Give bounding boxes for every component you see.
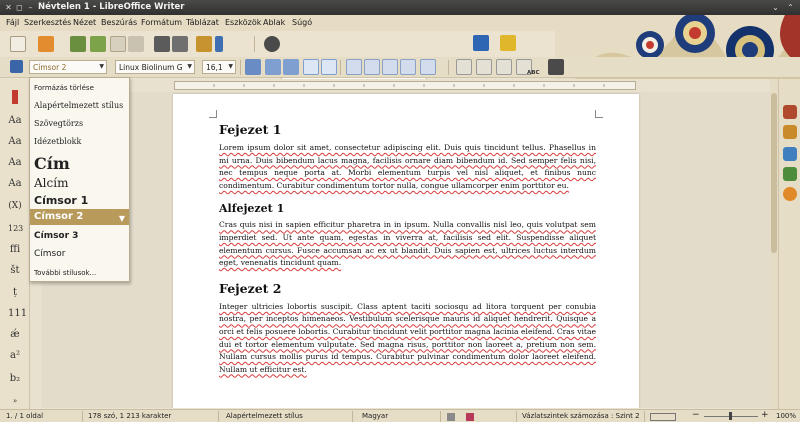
heading-2: Fejezet 2 (219, 280, 282, 296)
swash-icon[interactable]: ț (12, 287, 18, 298)
align-right-icon[interactable] (382, 59, 398, 75)
maximize-icon[interactable]: ⌃ (787, 3, 794, 12)
maximize-window-icon[interactable]: ◻ (16, 3, 23, 12)
font-name-value: Linux Biolinum G (119, 63, 183, 72)
chevron-down-icon: ▼ (187, 63, 192, 70)
gallery-deck-icon[interactable] (783, 147, 797, 161)
margin-corner (209, 110, 217, 118)
zoom-level[interactable]: 100% (776, 412, 797, 420)
right-sidebar (778, 79, 800, 409)
find-icon[interactable] (264, 36, 280, 52)
more-styles[interactable]: További stílusok... (34, 269, 97, 277)
chevron-down-icon: ▼ (99, 63, 104, 70)
tabular-numbers-icon[interactable]: 111 (8, 308, 28, 319)
character-map-icon[interactable] (548, 59, 564, 75)
page-count[interactable]: 1. / 1 oldal (6, 412, 44, 420)
status-bar (0, 409, 800, 422)
menu-help[interactable]: Súgó (292, 18, 313, 27)
oldstyle-numbers-icon[interactable]: 123 (8, 224, 24, 233)
align-left-icon[interactable] (346, 59, 362, 75)
bullets-icon[interactable] (456, 59, 472, 75)
indent-increase-icon[interactable] (496, 59, 512, 75)
menu-format[interactable]: Formátum (141, 18, 183, 27)
print-preview-icon[interactable] (172, 36, 188, 52)
zoom-slider-handle[interactable] (729, 412, 732, 420)
style-item-heading[interactable]: Címsor (34, 249, 66, 259)
functions-deck-icon[interactable] (783, 187, 797, 201)
print-icon[interactable] (154, 36, 170, 52)
small-caps-icon[interactable]: Aa (8, 115, 22, 126)
navigator-icon[interactable] (473, 35, 489, 51)
properties-icon[interactable] (783, 105, 797, 119)
menu-view[interactable]: Nézet (73, 18, 97, 27)
variable-icon[interactable]: (X) (8, 201, 22, 211)
spellcheck-label[interactable]: ABC (527, 70, 540, 76)
font-size-combo[interactable] (202, 60, 236, 74)
page[interactable] (173, 94, 639, 408)
titlecase-icon[interactable]: Aa (8, 157, 22, 168)
margin-corner (595, 110, 603, 118)
paragraph-style-dropdown (29, 77, 130, 282)
subscript-icon[interactable] (321, 59, 337, 75)
left-sidebar-toolbar (0, 79, 30, 409)
word-count[interactable]: 178 szó, 1 213 karakter (88, 412, 172, 420)
styles-icon[interactable] (10, 60, 23, 73)
heading-1: Fejezet 1 (219, 122, 282, 137)
inferior-icon[interactable]: b₂ (9, 373, 21, 384)
font-name-combo[interactable] (115, 60, 195, 74)
historic-ligature-icon[interactable]: št (10, 265, 20, 276)
save-as-icon[interactable] (90, 36, 106, 52)
new-document-icon[interactable] (10, 36, 26, 52)
minimize-icon[interactable]: ⌄ (772, 3, 779, 12)
email-icon[interactable] (128, 36, 144, 52)
style-item-clear[interactable]: Formázás törlése (34, 84, 94, 92)
paragraph-style-value: Címsor 2 (33, 63, 67, 72)
style-item-default[interactable]: Alapértelmezett stílus (34, 101, 124, 110)
scrollbar-thumb[interactable] (771, 93, 777, 253)
menu-table[interactable]: Táblázat (186, 18, 219, 27)
align-justify-icon[interactable] (400, 59, 416, 75)
vertical-scrollbar[interactable] (770, 79, 778, 409)
small-caps-alt-icon[interactable]: Aa (8, 178, 22, 189)
close-window-icon[interactable]: ✕ (5, 3, 12, 12)
view-layout-icon[interactable] (650, 413, 676, 421)
save-icon[interactable] (70, 36, 86, 52)
title-bar (0, 0, 800, 15)
paragraph-2: Cras quis nisi in sapien efficitur pharetra in in ipsum. Nulla convallis nisl leo, quis volutpat sem imperdiet sed. Ut ante quam, egestas in viverra at, facilisis sed elit. Suspendisse aliquet elementum cursus. Fusce accumsan ac ex ut blandit. Duis sapien est, ultrices luctus interdum eget, venenatis tincidunt quam. (219, 220, 596, 268)
styles-deck-icon[interactable] (783, 125, 797, 139)
language[interactable]: Magyar (362, 412, 389, 420)
style-item-body[interactable]: Szövegtörzs (34, 119, 84, 128)
line-spacing-icon[interactable] (420, 59, 436, 75)
navigator-deck-icon[interactable] (783, 167, 797, 181)
underline-icon[interactable] (283, 59, 299, 75)
superior-icon[interactable]: a² (10, 350, 20, 361)
insert-mode-icon[interactable] (447, 413, 455, 421)
formatting-toolbar (0, 57, 800, 78)
italic-icon[interactable] (265, 59, 281, 75)
export-pdf-icon[interactable] (110, 36, 126, 52)
gallery-icon[interactable] (500, 35, 516, 51)
menu-window[interactable]: Ablak (263, 18, 286, 27)
digital-signature-icon[interactable] (466, 413, 474, 421)
style-item-quote[interactable]: Idézetblokk (34, 137, 82, 146)
uppercase-icon[interactable]: Aa (8, 136, 22, 147)
zoom-out-icon[interactable]: − (692, 410, 700, 420)
paragraph-style-combo[interactable] (29, 60, 107, 74)
style-item-heading2[interactable] (30, 209, 129, 225)
chevron-down-icon: ▼ (228, 63, 233, 70)
bold-icon[interactable] (245, 59, 261, 75)
style-item-subtitle[interactable]: Alcím (34, 176, 69, 190)
paragraph-1: Lorem ipsum dolor sit amet, consectetur adipiscing elit. Duis quis tincidunt tellus. Phasellus in mi urna. Duis bibendum lacus magna, facilisis ornare diam bibendum id. Sed semper felis nisi, nec tempus neque porta at. Morbi elementum turpis vel nisl aliquet, et finibus nunc condimentum. Curabitur condimentum tortor nulla, congue ullamcorper enim porttitor eu. (219, 143, 596, 190)
open-folder-icon[interactable] (38, 36, 54, 52)
chevron-down-icon[interactable]: ▼ (118, 214, 125, 223)
menu-file[interactable]: Fájl (6, 18, 20, 27)
align-center-icon[interactable] (364, 59, 380, 75)
ligature-icon[interactable]: ffi (9, 244, 21, 255)
paragraph-3: Integer ultricies lobortis suscipit. Class aptent taciti sociosqu ad litora torquent per conubia nostra, per inceptos himenaeos. Vestibulum scelerisque mauris id aliquet hendrerit. Quisque a orci et felis posuere lobortis. Curabitur tincidunt velit porttitor magna lacinia eleifend. Cras vitae dui et tortor elementum vulputate. Sed magna risus, porttitor non laoreet a, pretium non sem. Nullam cursus mollis purus id tempus. Curabitur pulvinar condimentum dolor laoreet eleifend. Nullam ut efficitur est. (219, 301, 596, 374)
alternate-icon[interactable]: ǽ (10, 329, 20, 340)
style-item-heading3[interactable]: Címsor 3 (34, 231, 79, 241)
formatting-marks-icon[interactable] (215, 36, 223, 52)
menu-tools[interactable]: Eszközök (225, 18, 262, 27)
minimize-window-icon[interactable]: – (28, 3, 33, 12)
superscript-icon[interactable] (303, 59, 319, 75)
font-size-value: 16,1 (206, 63, 223, 72)
outline-level[interactable]: Vázlatszintek számozása : Szint 2 (522, 412, 640, 420)
menu-edit[interactable]: Szerkesztés (24, 18, 72, 27)
page-style[interactable]: Alapértelmezett stílus (226, 412, 303, 420)
menu-insert[interactable]: Beszúrás (101, 18, 138, 27)
numbering-icon[interactable] (476, 59, 492, 75)
zoom-in-icon[interactable]: + (761, 410, 769, 420)
document-body[interactable] (219, 122, 596, 376)
document-area (42, 92, 770, 408)
more-icon[interactable]: » (12, 397, 18, 405)
window-title: Névtelen 1 - LibreOffice Writer (38, 2, 185, 12)
style-inspector-icon[interactable] (12, 90, 18, 104)
style-item-title[interactable]: Cím (34, 154, 70, 173)
style-item-heading1[interactable]: Címsor 1 (34, 194, 89, 207)
style-item-heading2-label: Címsor 2 (34, 211, 84, 222)
clone-formatting-icon[interactable] (196, 36, 212, 52)
subheading-1: Alfejezet 1 (219, 202, 285, 216)
